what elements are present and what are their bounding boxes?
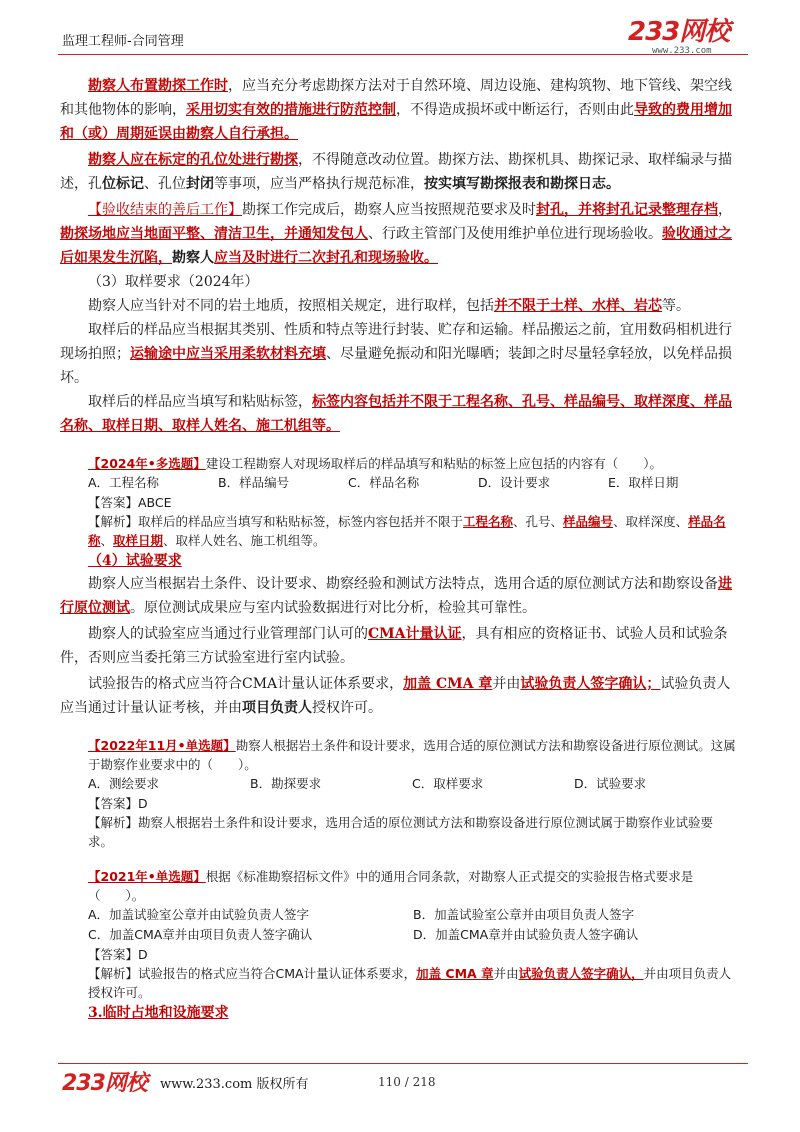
document-title: 监理工程师-合同管理 <box>62 34 184 49</box>
highlight: 试验负责人签字确认， <box>518 966 644 981</box>
paragraph-borehole-position <box>60 148 736 196</box>
question-stem <box>60 867 736 905</box>
paragraph-lab-cma <box>60 622 736 670</box>
question-options <box>60 905 736 945</box>
highlight: 勘察人布置勘探工作时 <box>88 78 228 94</box>
paragraph-exploration-layout <box>60 74 736 146</box>
bold-text: 勘察人 <box>172 250 214 266</box>
option-e: E．取样日期 <box>608 475 679 490</box>
highlight: 应当及时进行二次封孔和现场验收。 <box>214 250 438 266</box>
text: 并由项目负责人授权许可。 <box>88 966 732 1000</box>
text: 勘察人根据岩土条件和设计要求，选用合适的原位测试方法和勘察设备进行原位测试。这属于勘察作业要求中的（ ）。 <box>88 738 736 772</box>
highlight: 进行原位测试 <box>60 576 732 616</box>
option-d: D．试验要求 <box>574 776 647 791</box>
footer-copyright: www.233.com 版权所有 <box>160 1077 309 1092</box>
highlight: 标签内容包括并不限于工程名称、孔号、样品编号、取样深度、样品名称、取样日期、取样人姓名、施工机组等。 <box>60 394 732 434</box>
highlight: 【验收结束的善后工作】 <box>88 202 242 218</box>
highlight: 运输途中应当采用柔软材料充填 <box>130 346 326 362</box>
paragraph-acceptance-aftermath <box>60 198 736 270</box>
text: 、孔号、 <box>513 514 564 529</box>
option-c: C．取样要求 <box>412 776 484 791</box>
bold-text: 位标记 <box>102 176 144 192</box>
text: 、行政主管部门及使用维护单位进行现场验收。 <box>368 226 662 242</box>
text: 试验负责人应当通过计量认证考核，并由 <box>60 676 731 716</box>
question-tag: 【2022年11月•单选题】 <box>88 738 236 753</box>
question-tag: 【2024年•多选题】 <box>88 456 206 471</box>
text: 并由 <box>492 676 521 692</box>
highlight: 勘探场地应当地面平整、清洁卫生，并通知发包人 <box>60 226 368 242</box>
highlight: 样品编号 <box>563 514 614 529</box>
logo-url: www.233.com <box>652 46 712 56</box>
question-stem <box>60 736 736 774</box>
text: 勘察人的试验室应当通过行业管理部门认可的 <box>88 626 368 642</box>
text: 、取样深度、 <box>613 514 689 529</box>
option-a: A．工程名称 <box>88 475 160 490</box>
main-content <box>60 74 736 1024</box>
logo-text: 233网校 <box>628 17 730 47</box>
question-2021-single <box>60 867 736 1002</box>
option-c: C．样品名称 <box>348 475 420 490</box>
option-d: D．设计要求 <box>478 475 551 490</box>
text: ， <box>718 202 732 218</box>
bold-text: 项目负责人 <box>242 700 312 716</box>
text: 试验报告的格式应当符合CMA计量认证体系要求， <box>88 676 404 692</box>
page-number: 110 / 218 <box>378 1075 436 1089</box>
question-tag: 【2021年•单选题】 <box>88 869 206 884</box>
text: 授权许可。 <box>312 700 382 716</box>
text: 、取样人姓名、施工机组等。 <box>163 533 326 548</box>
text: 根据《标准勘察招标文件》中的通用合同条款，对勘察人正式提交的实验报告格式要求是（ ）。 <box>88 869 694 903</box>
section-heading-temporary-land: 3.临时占地和设施要求 <box>88 1005 229 1021</box>
brand-logo <box>628 18 748 58</box>
highlight: CMA计量认证 <box>368 626 462 642</box>
paragraph-sampling-scope <box>60 294 736 318</box>
paragraph-sample-transport <box>60 318 736 390</box>
text: 、孔位 <box>144 176 186 192</box>
paragraph-report-format <box>60 672 736 720</box>
question-stem <box>60 454 736 473</box>
option-c: C．加盖CMA章并由项目负责人签字确认 <box>88 927 313 942</box>
highlight: 并不限于土样、水样、岩芯 <box>494 298 662 314</box>
highlight: 工程名称 <box>463 514 514 529</box>
option-a: A．加盖试验室公章并由试验负责人签字 <box>88 907 310 922</box>
highlight: 导致的费用增加和（或）周期延误由勘察人自行承担。 <box>60 102 732 142</box>
text: 建设工程勘察人对现场取样后的样品填写和粘贴的标签上应包括的内容有（ ）。 <box>205 456 663 471</box>
highlight: 加盖 CMA 章 <box>403 676 493 692</box>
text: 等。 <box>662 298 690 314</box>
paragraph-in-situ-test <box>60 572 736 620</box>
answer: 【答案】ABCE <box>88 495 172 510</box>
text: ，具有相应的资格证书、试验人员和试验条件，否则应当委托第三方试验室进行室内试验。 <box>60 626 728 666</box>
option-b: B．勘探要求 <box>250 776 322 791</box>
bold-text: 封闭 <box>186 176 214 192</box>
bold-text: 按实填写勘探报表和勘探日志。 <box>424 176 620 192</box>
text: 勘察人应当根据岩土条件、设计要求、勘察经验和测试方法特点，选用合适的原位测试方法和勘察设备 <box>88 576 718 592</box>
highlight: 验收通过之后如果发生沉陷， <box>60 226 732 266</box>
text: 、尽量避免振动和阳光曝晒；装卸之时尽量轻拿轻放，以免样品损坏。 <box>60 346 732 386</box>
highlight: 取样日期 <box>113 533 164 548</box>
question-2022-single <box>60 736 736 851</box>
section-heading-test: （4）试验要求 <box>88 553 182 569</box>
text: 。原位测试成果应与室内试验数据进行对比分析，检验其可靠性。 <box>130 600 536 616</box>
question-options <box>60 774 736 794</box>
paragraph-sample-label <box>60 390 736 438</box>
text: 【解析】试验报告的格式应当符合CMA计量认证体系要求， <box>88 966 417 981</box>
text: ，应当充分考虑勘探方法对于自然环境、周边设施、建构筑物、地下管线、架空线和其他物体的影响， <box>60 78 732 118</box>
highlight: 加盖 CMA 章 <box>416 966 494 981</box>
highlight: 封孔，并将封孔记录整理存档 <box>536 202 718 218</box>
header-divider <box>58 54 748 55</box>
text: 等事项，应当严格执行规范标准， <box>214 176 424 192</box>
highlight: 样品名称 <box>88 514 726 548</box>
text: 勘探工作完成后，勘察人应当按照规范要求及时 <box>242 202 536 218</box>
question-options <box>60 473 736 493</box>
answer: 【答案】D <box>88 796 148 811</box>
footer-logo: 233网校 <box>62 1071 147 1096</box>
option-d: D．加盖CMA章并由试验负责人签字确认 <box>413 927 639 942</box>
analysis: 【解析】勘察人根据岩土条件和设计要求，选用合适的原位测试方法和勘察设备进行原位测试属于勘察作业试验要求。 <box>88 815 714 849</box>
analysis <box>60 964 736 1002</box>
answer: 【答案】D <box>88 947 148 962</box>
subheading-sampling: （3）取样要求（2024年） <box>88 274 259 290</box>
analysis <box>60 512 736 550</box>
text: 取样后的样品应当填写和粘贴标签， <box>88 394 312 410</box>
text: 【解析】取样后的样品应当填写和粘贴标签，标签内容包括并不限于 <box>88 514 464 529</box>
text: 并由 <box>493 966 519 981</box>
text: 取样后的样品应当根据其类别、性质和特点等进行封装、贮存和运输。样品搬运之前，宜用数码相机进行现场拍照； <box>60 322 732 362</box>
option-a: A．测绘要求 <box>88 776 160 791</box>
highlight: 勘察人应在标定的孔位处进行勘探 <box>88 152 298 168</box>
question-2024-multi <box>60 454 736 550</box>
highlight: 试验负责人签字确认； <box>520 676 661 692</box>
text: ，不得造成损坏或中断运行，否则由此 <box>396 102 634 118</box>
option-b: B．样品编号 <box>218 475 290 490</box>
option-b: B．加盖试验室公章并由项目负责人签字 <box>413 907 635 922</box>
footer-divider <box>58 1063 748 1064</box>
text: 勘察人应当针对不同的岩土地质，按照相关规定，进行取样，包括 <box>88 298 494 314</box>
text: ，不得随意改动位置。勘探方法、勘探机具、勘探记录、取样编录与描述，孔 <box>60 152 732 192</box>
text: 、 <box>100 533 114 548</box>
highlight: 采用切实有效的措施进行防范控制 <box>186 102 396 118</box>
